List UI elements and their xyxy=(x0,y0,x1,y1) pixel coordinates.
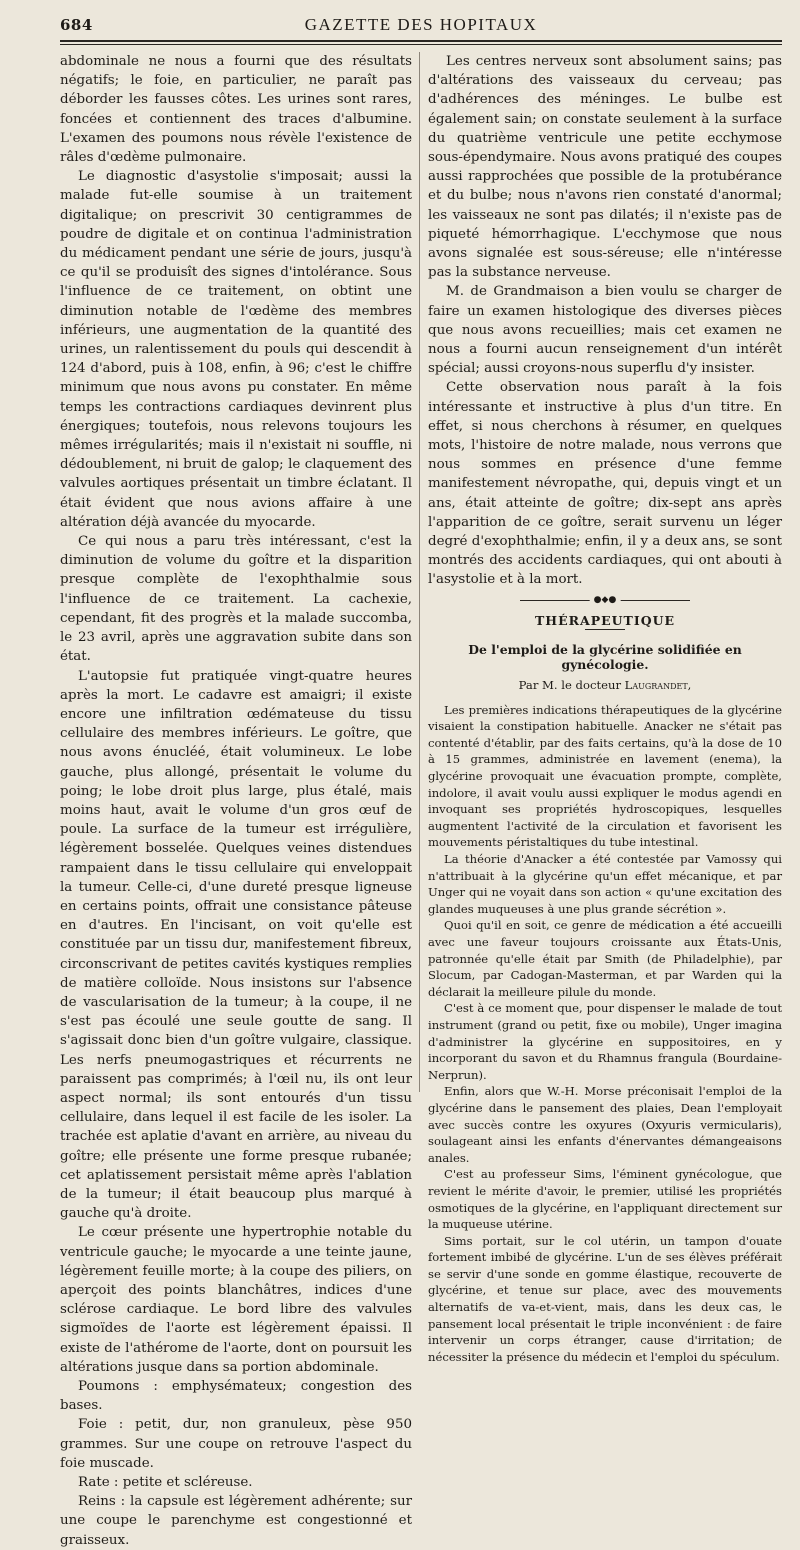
paragraph: M. de Grandmaison a bien voulu se charger de faire un examen histologique des diverses pièces que nous avons recueillies; mais cet examen ne nous a fourni aucun renseignement d'un intérêt spécial; aussi croyons-nous superflu d'y insister. xyxy=(428,284,782,377)
section-title: THÉRAPEUTIQUE xyxy=(534,612,676,628)
section-title-underline xyxy=(585,629,625,630)
paragraph: Sims portait, sur le col utérin, un tampon d'ouate fortement imbibé de glycérine. L'un de ses élèves préférait se servir d'une sonde en gomme élastique, recouverte de glycérine, et tenue sur place, avec des mouvements alternatifs de va-et-vient, mais, dans les deux cas, le pansement local présentait le triple inconvénient : de faire intervenir un corps étranger, cause d'irritation; de nécessiter la présence du médecin et l'emploi du spéculum. xyxy=(428,1233,782,1364)
article-title: De l'emploi de la glycérine solidifiée en gynécologie. xyxy=(468,641,742,672)
paragraph: Rate : petite et scléreuse. xyxy=(78,1475,253,1491)
article-body xyxy=(428,702,782,1366)
running-title: GAZETTE DES HOPITAUX xyxy=(304,15,538,34)
paragraph: La théorie d'Anacker a été contestée par Vamossy qui n'attribuait à la glycérine qu'un effet mécanique, et par Unger qui ne voyait dans son action « qu'une excitation des glandes muqueuses à une plus grande sécrétion ». xyxy=(428,852,782,916)
left-column xyxy=(60,52,412,1550)
observation-continuation xyxy=(428,52,782,590)
header-rule xyxy=(60,44,782,45)
section-separator xyxy=(520,594,690,605)
paragraph: Reins : la capsule est légèrement adhérente; sur une coupe le parenchyme est congestionné et graisseux. xyxy=(60,1494,412,1548)
page-header xyxy=(60,14,782,42)
paragraph: Le cœur présente une hypertrophie notable du ventricule gauche; le myocarde a une teinte jaune, légèrement feuille morte; à la coupe des piliers, on aperçoit des points blanchâtres, indices d'une sclérose cardiaque. Le bord libre des valvules sigmoïdes de l'aorte est légèrement épaissi. Il existe de l'athérome de l'aorte, dont on poursuit les altérations jusque dans sa portion abdominale. xyxy=(60,1225,412,1375)
paragraph: Foie : petit, dur, non granuleux, pèse 950 grammes. Sur une coupe on retrouve l'aspect du foie muscade. xyxy=(60,1417,412,1471)
article-byline xyxy=(428,678,782,692)
right-column xyxy=(428,52,782,1365)
paragraph: L'autopsie fut pratiquée vingt-quatre heures après la mort. Le cadavre est amaigri; il existe encore une infiltration œdémateuse du tissu cellulaire des membres inférieurs. Le goître, que nous avons énucléé, était volumineux. Le lobe gauche, plus allongé, présentait le volume du poing; le lobe droit plus large, plus étalé, mais moins haut, avait le volume d'un gros œuf de poule. La surface de la tumeur est irrégulière, légèrement bosselée. Quelques veines distendues rampaient dans le tissu cellulaire qui enveloppait la tumeur. Celle-ci, d'une dureté presque ligneuse en certains points, offrait une consistance pâteuse en d'autres. En l'incisant, on voit qu'elle est constituée par un tissu dur, manifestement fibreux, circonscrivant de petites cavités kystiques remplies de matière colloïde. Nous insistons sur l'absence de vascularisation de la tumeur; à la coupe, il ne s'est pas écoulé une seule goutte de sang. Il s'agissait donc bien d'un goître vulgaire, classique. Les nerfs pneumogastriques et récurrents ne paraissent pas comprimés; à l'œil nu, ils ont leur aspect normal; ils sont entourés d'un tissu cellulaire, dans lequel il est facile de les isoler. La trachée est aplatie d'avant en arrière, au niveau du goître; elle présente une forme presque rubanée; cet aplatissement persistait même après l'ablation de la tumeur; il était beaucoup plus marqué à gauche qu'à droite. xyxy=(60,668,412,1222)
paragraph: Cette observation nous paraît à la fois intéressante et instructive à plus d'un titre. En effet, si nous cherchons à résumer, en quelques mots, l'histoire de notre malade, nous verrons que nous sommes en présence d'une femme manifestement névropathe, qui, depuis vingt et un ans, était atteinte de goître; dix-sept ans après l'apparition de ce goître, serait survenu un léger degré d'exophthalmie; enfin, il y a deux ans, se sont montrés des accidents cardiaques, qui ont abouti à l'asystolie et à la mort. xyxy=(428,380,782,588)
column-divider xyxy=(419,52,420,1092)
paragraph: Les centres nerveux sont absolument sains; pas d'altérations des vaisseaux du cerveau; pas d'adhérences des méninges. Le bulbe est également sain; on constate seulement à la surface du quatrième ventricule une petite ecchymose sous-épendymaire. Nous avons pratiqué des coupes aussi rapprochées que possible de la protubérance et du bulbe; nous n'avons rien constaté d'anormal; les vaisseaux ne sont pas dilatés; il n'existe pas de piqueté hémorrhagique. L'ecchymose que nous avons signalée est sous-séreuse; elle n'intéresse pas la substance nerveuse. xyxy=(428,54,782,281)
paragraph: C'est à ce moment que, pour dispenser le malade de tout instrument (grand ou petit, fixe ou mobile), Unger imagina d'administrer la glycérine en suppositoires, en y incorporant du savon et du Rhamnus frangula (Bourdaine-Nerprun). xyxy=(428,1001,782,1082)
separator-ornament: ●◆● xyxy=(590,595,621,606)
paragraph: C'est au professeur Sims, l'éminent gynécologue, que revient le mérite d'avoir, le premier, utilisé les propriétés osmotiques de la glycérine, en l'appliquant directement sur la muqueuse utérine. xyxy=(428,1167,782,1232)
paragraph: Ce qui nous a paru très intéressant, c'est la diminution de volume du goître et la disparition presque complète de l'exophthalmie sous l'influence de ce traitement. La cachexie, cependant, fit des progrès et la malade succomba, le 23 avril, après une aggravation subite dans son état. xyxy=(60,534,412,665)
paragraph: abdominale ne nous a fourni que des résultats négatifs; le foie, en particulier, ne paraît pas déborder les fausses côtes. Les urines sont rares, foncées et contiennent des traces d'albumine. L'examen des poumons nous révèle l'existence de râles d'œdème pulmonaire. xyxy=(60,54,412,166)
byline-prefix: Par M. le docteur xyxy=(518,677,621,692)
byline-author: Laugrandet, xyxy=(624,677,692,692)
page-number: 684 xyxy=(60,16,93,34)
paragraph: Quoi qu'il en soit, ce genre de médication a été accueilli avec une faveur toujours croissante aux États-Unis, patronnée qu'elle était par Smith (de Philadelphie), par Slocum, par Cadogan-Masterman, et par Warden qui la déclarait la meilleure pilule du monde. xyxy=(428,918,782,999)
paragraph: Les premières indications thérapeutiques de la glycérine visaient la constipation habituelle. Anacker ne s'était pas contenté d'établir, par des faits certains, qu'à la dose de 10 à 15 grammes, administrée en lavement (enema), la glycérine provoquait une évacuation prompte, complète, indolore, il avait voulu aussi expliquer le modus agendi en invoquant ses propriétés hydroscopiques, lesquelles augmentent l'activité de la circulation et favorisent les mouvements péristaltiques du tube intestinal. xyxy=(428,702,782,850)
paragraph: Poumons : emphysémateux; congestion des bases. xyxy=(60,1379,412,1414)
paragraph: Enfin, alors que W.-H. Morse préconisait l'emploi de la glycérine dans le pansement des plaies, Dean l'employait avec succès contre les oxyures (Oxyuris vermicularis), soulageant ainsi les enfants d'énervantes démangeaisons anales. xyxy=(428,1084,782,1165)
paragraph: Le diagnostic d'asystolie s'imposait; aussi la malade fut-elle soumise à un traitement digitalique; on prescrivit 30 centigrammes de poudre de digitale et on continua l'administration du médicament pendant une série de jours, jusqu'à ce qu'il se produisît des signes d'intolérance. Sous l'influence de ce traitement, on obtint une diminution notable de l'œdème des membres inférieurs, une augmentation de la quantité des urines, un ralentissement du pouls qui descendit à 124 d'abord, puis à 108, enfin, à 96; c'est le chiffre minimum que nous avons pu constater. En même temps les contractions cardiaques devinrent plus énergiques; toutefois, nous relevons toujours les mêmes irrégularités; mais il n'existait ni souffle, ni dédoublement, ni bruit de galop; le claquement des valvules aortiques présentait un timbre éclatant. Il était évident que nous avions affaire à une altération déjà avancée du myocarde. xyxy=(60,169,412,530)
